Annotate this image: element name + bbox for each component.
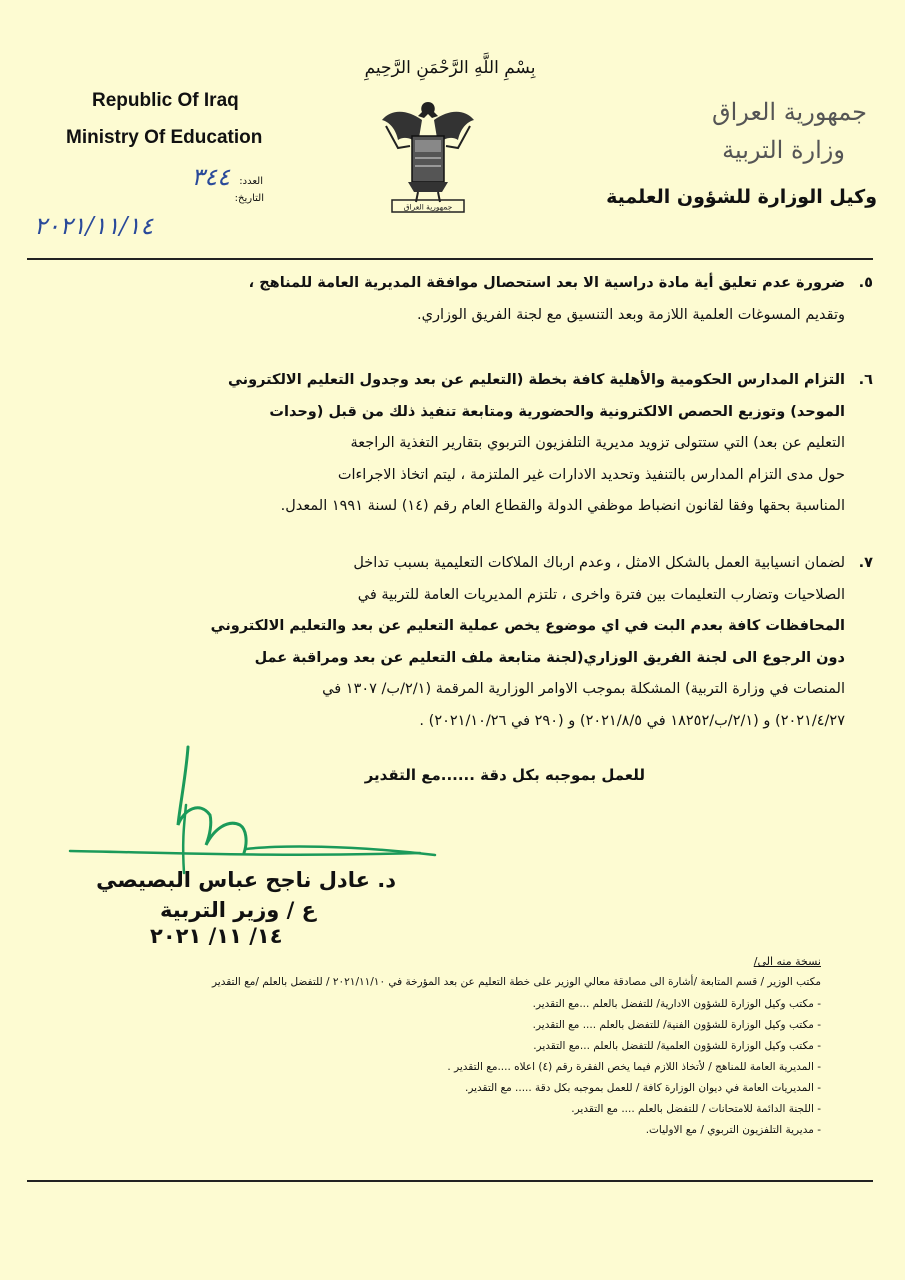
- item-5: [145, 268, 873, 331]
- item-7-line-2: الصلاحيات وتضارب التعليمات بين فترة واخرى ، تلتزم المديريات العامة للتربية في: [357, 586, 845, 603]
- basmala: بِسْمِ اللَّهِ الرَّحْمَنِ الرَّحِيمِ: [364, 58, 536, 78]
- cc-item: - المديريات العامة في ديوان الوزارة كافة / للعمل بموجبه بكل دقة ..... مع التقدير.: [464, 1082, 821, 1094]
- cc-heading: نسخة منه الى/: [753, 955, 821, 968]
- item-7-number: ٧.: [858, 555, 873, 571]
- handwritten-number: ٣٤٤: [191, 163, 230, 191]
- item-6-line-4: حول مدى التزام المدارس بالتنفيذ وتحديد الادارات غير الملتزمة ، ليتم اتخاذ الاجراءات: [337, 466, 845, 483]
- item-5-line-1: ضرورة عدم تعليق أية مادة دراسية الا بعد استحصال موافقة المديرية العامة للمناهج ،: [248, 275, 845, 291]
- item-5-number: ٥.: [858, 275, 873, 291]
- emblem-caption: جمهورية العراق: [403, 202, 453, 212]
- item-7-line-5: المنصات في وزارة التربية) المشكلة بموجب الاوامر الوزارية المرقمة (٢/١/ب/ ١٣٠٧ في: [322, 681, 845, 697]
- item-7: [145, 548, 873, 737]
- republic-english: Republic Of Iraq: [92, 90, 239, 111]
- cc-item: - مديرية التلفزيون التربوي / مع الاوليات.: [645, 1124, 821, 1136]
- cc-item: - مكتب وكيل الوزارة للشؤون الادارية/ للتفضل بالعلم ...مع التقدير.: [532, 998, 821, 1010]
- item-7-line-6: ٢٠٢١/٤/٢٧) و (٢/١/ب/١٨٢٥٢ في ٢٠٢١/٨/٥) و (٢٩٠ في ٢٠٢١/١٠/٢٦) .: [419, 712, 845, 729]
- cc-first-line: مكتب الوزير / قسم المتابعة /أشارة الى مصادقة معالي الوزير على خطة التعليم عن بعد المؤرخة في ٢٠٢١/١١/١٠ / للتفضل بالعلم /مع التقدير: [212, 976, 821, 988]
- item-5-line-2: وتقديم المسوغات العلمية اللازمة وبعد التنسيق مع لجنة الفريق الوزاري.: [417, 306, 845, 323]
- ministry-english: Ministry Of Education: [66, 127, 263, 148]
- closing-line: للعمل بموجبه بكل دقة ......مع التقدير: [364, 766, 645, 784]
- republic-arabic-logo: جمهورية العراق: [711, 98, 867, 126]
- item-7-line-3: المحافظات كافة بعدم البت في اي موضوع يخص عملية التعليم عن بعد والتعليم الالكتروني: [210, 618, 845, 634]
- cc-item: - مكتب وكيل الوزارة للشؤون العلمية/ للتفضل بالعلم ...مع التقدير.: [533, 1040, 821, 1052]
- item-6: [145, 365, 873, 523]
- date-label: التاريخ:: [234, 193, 264, 204]
- item-7-line-1: لضمان انسيابية العمل بالشكل الامثل ، وعدم ارباك الملاكات التعليمية بسبب تداخل: [353, 555, 845, 571]
- item-6-number: ٦.: [858, 372, 873, 388]
- number-label: العدد:: [239, 176, 263, 187]
- cc-item: - المديرية العامة للمناهج / لأتخاذ اللازم فيما يخص الفقرة رقم (٤) اعلاه ....مع التقدير .: [447, 1061, 821, 1073]
- cc-item: - مكتب وكيل الوزارة للشؤون الفنية/ للتفضل بالعلم .... مع التقدير.: [532, 1019, 821, 1031]
- handwritten-signature-icon: [60, 745, 440, 885]
- handwritten-date: ٢٠٢١/١١/١٤: [34, 212, 154, 240]
- item-6-line-3: التعليم عن بعد) التي ستتولى تزويد مديرية التلفزيون التربوي بتقارير التغذية الراجعة: [350, 435, 845, 451]
- header-divider: [27, 258, 873, 260]
- footer-divider: [27, 1180, 873, 1182]
- signature-date: ١٤/ ١١/ ٢٠٢١: [150, 924, 283, 948]
- eagle-emblem-icon: [378, 96, 478, 216]
- signatory-title: ع / وزير التربية: [160, 898, 316, 922]
- item-6-line-1: التزام المدارس الحكومية والأهلية كافة بخطة (التعليم عن بعد وجدول التعليم الالكتروني: [227, 372, 845, 388]
- cc-item: - اللجنة الدائمة للامتحانات / للتفضل بالعلم .... مع التقدير.: [571, 1103, 821, 1115]
- office-title: وكيل الوزارة للشؤون العلمية: [606, 186, 877, 208]
- item-7-line-4: دون الرجوع الى لجنة الفريق الوزاري(لجنة متابعة ملف التعليم عن بعد ومراقبة عمل: [254, 649, 845, 666]
- signatory-name: د. عادل ناجح عباس البصيصي: [96, 868, 396, 892]
- item-6-line-5: المناسبة بحقها وفقا لقانون انضباط موظفي الدولة والقطاع العام رقم (١٤) لسنة ١٩٩١ المعدل.: [280, 498, 845, 514]
- item-6-line-2: الموحد) وتوزيع الحصص الالكترونية والحضورية ومتابعة تنفيذ ذلك من قبل (وحدات: [269, 403, 845, 420]
- ministry-arabic-logo: وزارة التربية: [722, 136, 845, 164]
